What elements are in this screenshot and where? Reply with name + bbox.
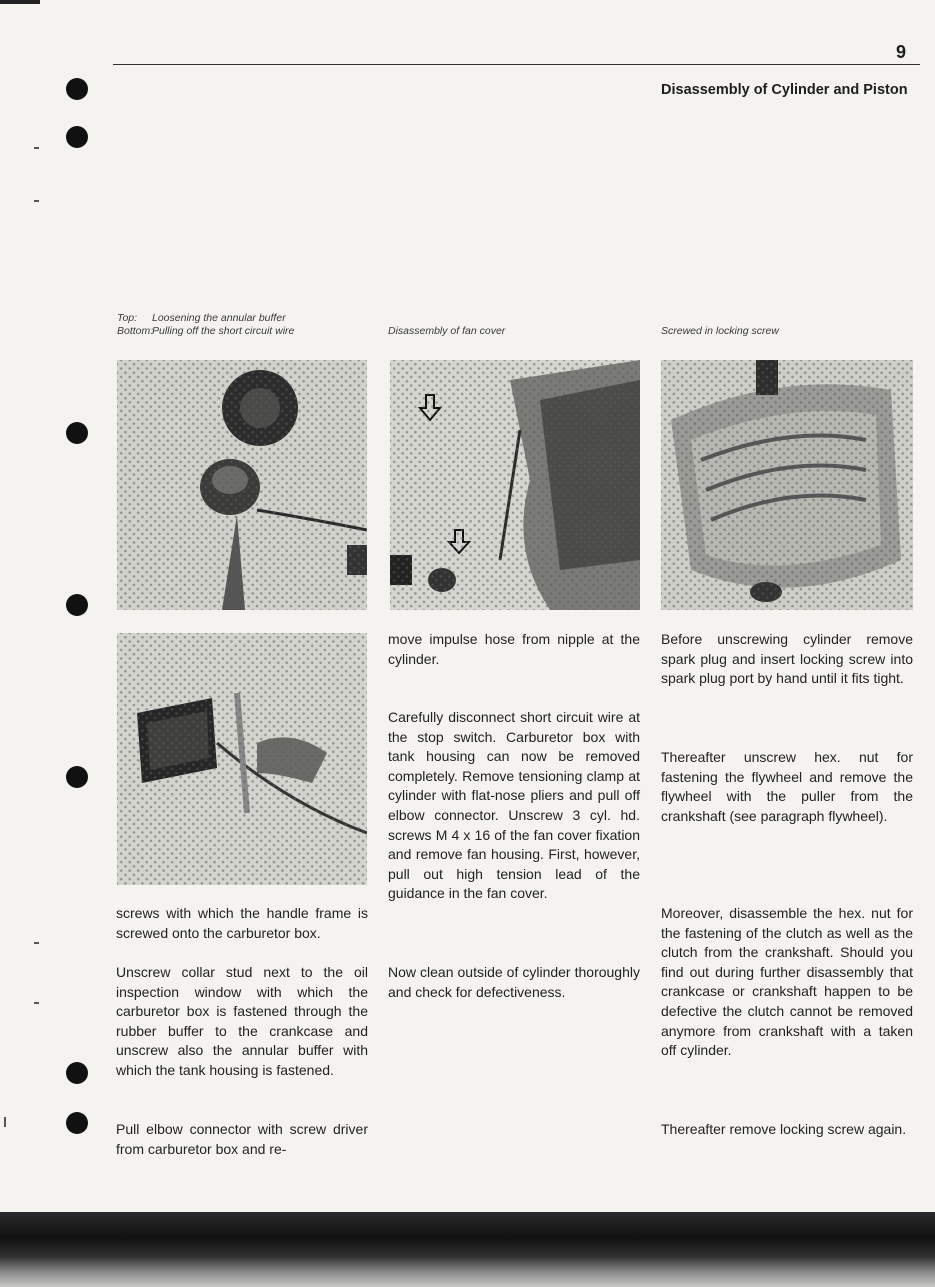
caption-right: Screwed in locking screw — [661, 325, 779, 337]
binder-hole — [66, 1062, 88, 1084]
photo-locking-screw — [661, 360, 913, 610]
caption-top-label: Top: — [117, 312, 138, 324]
photo-fan-cover-disassembly — [390, 360, 640, 610]
margin-mark — [34, 942, 39, 944]
binder-hole — [66, 1112, 88, 1134]
col1-para-3: Pull elbow connector with screw driver from carburetor box and re- — [116, 1121, 368, 1157]
binder-hole — [66, 766, 88, 788]
caption-middle: Disassembly of fan cover — [388, 325, 506, 337]
col2-para-2: Carefully disconnect short circuit wire at the stop switch. Carburetor box with tank housing can now be removed completely. Remove tensioning clamp at cylinder with flat-nose pliers and pull off elbow connector. Unscrew 3 cyl. hd. screws M 4 x 16 of the fan cover fixation and remove fan housing. First, however, pull out high tension lead of the guidance in the fan cover. — [388, 709, 640, 902]
page-number: 9 — [896, 42, 907, 62]
col1-para-2: Unscrew collar stud next to the oil inspection window with which the carburetor box is fastened through the rubber buffer to the crankcase and unscrew also the annular buffer with which the tank housing is fastened. — [116, 964, 368, 1078]
scan-bottom-band — [0, 1212, 935, 1287]
margin-mark — [34, 1002, 39, 1004]
binder-hole — [66, 126, 88, 148]
caption-top-text: Loosening the annular buffer — [152, 312, 286, 324]
col3-para-2: Thereafter unscrew hex. nut for fastening the flywheel and remove the flywheel with the puller from the crankshaft (see paragraph flywheel). — [661, 749, 913, 824]
caption-bottom-label: Bottom: — [117, 325, 154, 337]
col3-para-1: Before unscrewing cylinder remove spark plug and insert locking screw into spark plug port by hand until it fits tight. — [661, 631, 913, 687]
binder-hole — [66, 422, 88, 444]
photo-short-circuit-wire — [117, 633, 367, 885]
binder-hole — [66, 78, 88, 100]
col3-para-4: Thereafter remove locking screw again. — [661, 1121, 907, 1137]
margin-mark — [34, 147, 39, 149]
page-title: Disassembly of Cylinder and Piston — [661, 82, 908, 98]
col2-para-1: move impulse hose from nipple at the cylinder. — [388, 631, 640, 667]
col2-para-3: Now clean outside of cylinder thoroughly and check for defectiveness. — [388, 964, 640, 1000]
col3-para-3: Moreover, disassemble the hex. nut for the fastening of the clutch as well as the clutch from the crankshaft. Should you find out during further disassembly that crankcase or crankshaft happen to be defective the clutch cannot be removed anymore from crankshaft with a taken off cylinder. — [661, 905, 913, 1059]
col1-para-1: screws with which the handle frame is screwed onto the carburetor box. — [116, 905, 368, 941]
caption-left — [117, 312, 377, 338]
margin-mark — [4, 1117, 6, 1127]
margin-mark — [34, 200, 39, 202]
scan-edge-mark — [0, 0, 40, 4]
binder-hole — [66, 594, 88, 616]
header-rule — [113, 64, 920, 65]
caption-bottom-text: Pulling off the short circuit wire — [152, 325, 295, 337]
photo-loosening-annular-buffer — [117, 360, 367, 610]
